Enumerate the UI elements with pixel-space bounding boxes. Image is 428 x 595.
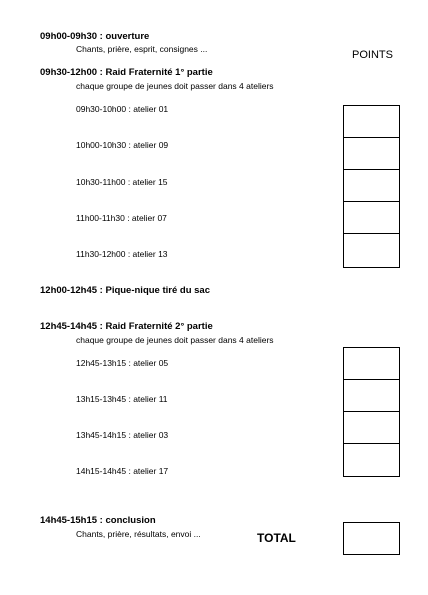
- points-cell[interactable]: [344, 202, 399, 234]
- slot-raid-2-1: 12h45-13h15 : atelier 05: [76, 358, 169, 368]
- points-cell[interactable]: [344, 444, 399, 476]
- points-cell[interactable]: [344, 380, 399, 412]
- points-cell[interactable]: [344, 138, 399, 170]
- slot-raid-2-3: 13h45-14h15 : atelier 03: [76, 430, 169, 440]
- session-pique-nique-title: 12h00-12h45 : Pique-nique tiré du sac: [40, 285, 210, 296]
- slot-raid-2-2: 13h15-13h45 : atelier 11: [76, 394, 168, 404]
- slot-raid-1-4: 11h00-11h30 : atelier 07: [76, 213, 167, 223]
- points-cell[interactable]: [344, 412, 399, 444]
- session-conclusion-desc: Chants, prière, résultats, envoi ...: [76, 529, 201, 539]
- session-ouverture-title: 09h00-09h30 : ouverture: [40, 31, 150, 42]
- points-cell[interactable]: [344, 348, 399, 380]
- slot-raid-1-1: 09h30-10h00 : atelier 01: [76, 104, 169, 114]
- points-cell[interactable]: [344, 106, 399, 138]
- session-raid-1-title: 09h30-12h00 : Raid Fraternité 1° partie: [40, 67, 213, 78]
- session-conclusion-title: 14h45-15h15 : conclusion: [40, 515, 156, 526]
- session-raid-2-title: 12h45-14h45 : Raid Fraternité 2° partie: [40, 321, 213, 332]
- slot-raid-1-2: 10h00-10h30 : atelier 09: [76, 140, 169, 150]
- slot-raid-1-3: 10h30-11h00 : atelier 15: [76, 177, 168, 187]
- slot-raid-1-5: 11h30-12h00 : atelier 13: [76, 249, 168, 259]
- session-ouverture-desc: Chants, prière, esprit, consignes ...: [76, 44, 208, 54]
- points-header: POINTS: [352, 49, 393, 61]
- points-grid-raid-2: [343, 347, 400, 477]
- slot-raid-2-4: 14h15-14h45 : atelier 17: [76, 466, 169, 476]
- points-cell[interactable]: [344, 234, 399, 266]
- session-raid-2-desc: chaque groupe de jeunes doit passer dans 4 ateliers: [76, 335, 274, 345]
- session-raid-1-desc: chaque groupe de jeunes doit passer dans 4 ateliers: [76, 81, 274, 91]
- points-grid-raid-1: [343, 105, 400, 268]
- total-box[interactable]: [343, 522, 400, 555]
- total-label: TOTAL: [257, 531, 296, 545]
- points-cell[interactable]: [344, 170, 399, 202]
